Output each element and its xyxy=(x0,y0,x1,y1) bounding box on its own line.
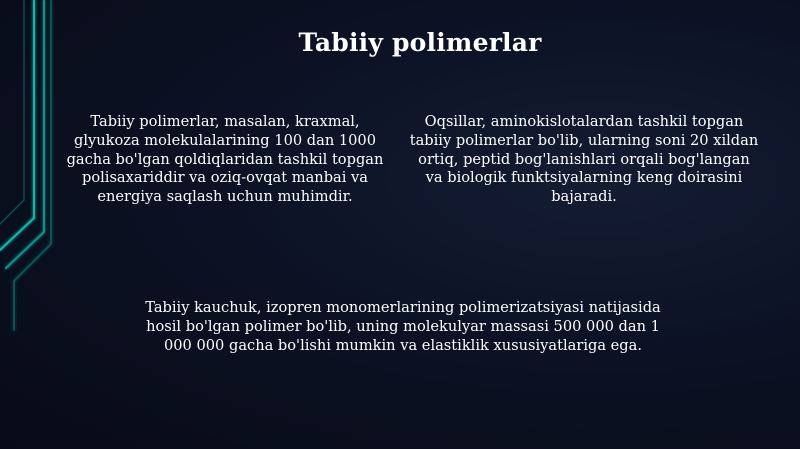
decorative-accent-lines xyxy=(0,0,80,449)
paragraph-proteins: Oqsillar, aminokislotalardan tashkil topgan tabiiy polimerlar bo'lib, ularning soni 20 xildan ortiq, peptid bog'lanishlari orqali bog'langan va biologik funktsiyalarning keng doirasini bajaradi. xyxy=(409,113,759,206)
paragraph-starch: Tabiiy polimerlar, masalan, kraxmal, glyukoza molekulalarining 100 dan 1000 gacha bo'lgan qoldiqlaridan tashkil topgan polisaxariddir va oziq-ovqat manbai va energiya saqlash uchun muhimdir. xyxy=(66,113,384,206)
slide-title: Tabiiy polimerlar xyxy=(298,28,542,57)
paragraph-rubber: Tabiiy kauchuk, izopren monomerlarining polimerizatsiyasi natijasida hosil bo'lgan polimer bo'lib, uning molekulyar massasi 500 000 dan 1 000 000 gacha bo'lishi mumkin va elastiklik xususiyatlariga ega. xyxy=(145,299,661,354)
